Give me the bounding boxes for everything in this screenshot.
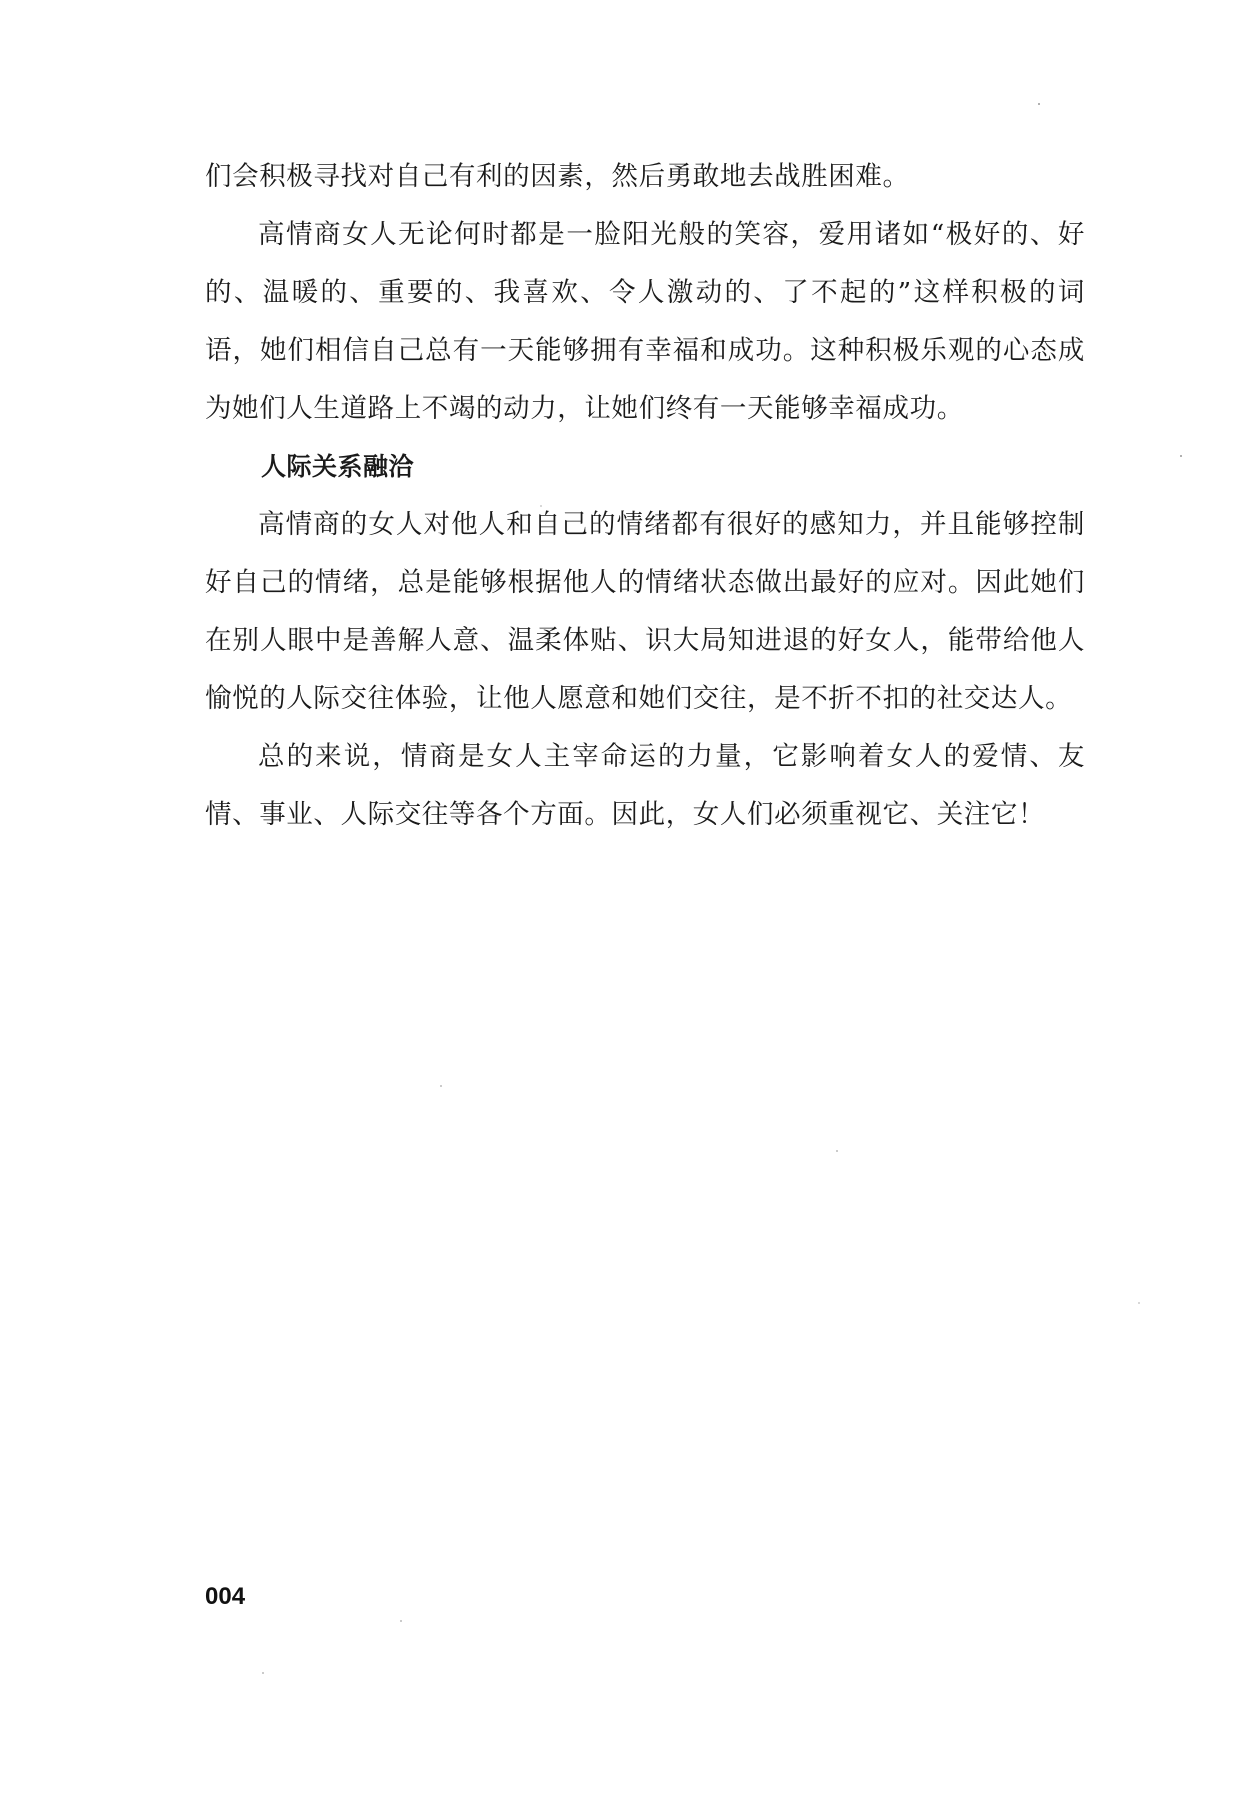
scan-speck <box>540 505 542 507</box>
paragraph-continuation: 们会积极寻找对自己有利的因素，然后勇敢地去战胜困难。 <box>205 161 910 192</box>
scan-speck <box>1180 455 1182 457</box>
scan-speck <box>1138 1302 1140 1304</box>
section-heading: 人际关系融洽 <box>261 452 415 481</box>
scan-speck <box>400 1620 402 1622</box>
body-text <box>205 148 1085 844</box>
scan-speck <box>1038 103 1040 105</box>
scan-speck <box>440 1085 442 1087</box>
page-number: 004 <box>205 1583 246 1610</box>
paragraph-relationships: 高情商的女人对他人和自己的情绪都有很好的感知力，并且能够控制好自己的情绪，总是能够根据他人的情绪状态做出最好的应对。因此她们在别人眼中是善解人意、温柔体贴、识大局知进退的好女人，能带给他人愉悦的人际交往体验，让他人愿意和她们交往，是不折不扣的社交达人。 <box>205 509 1085 714</box>
scan-speck <box>836 1150 838 1152</box>
paragraph-summary: 总的来说，情商是女人主宰命运的力量，它影响着女人的爱情、友情、事业、人际交往等各个方面。因此，女人们必须重视它、关注它！ <box>205 741 1085 830</box>
scan-speck <box>262 1672 264 1674</box>
paragraph-optimism: 高情商女人无论何时都是一脸阳光般的笑容，爱用诸如“极好的、好的、温暖的、重要的、我喜欢、令人激动的、了不起的”这样积极的词语，她们相信自己总有一天能够拥有幸福和成功。这种积极乐观的心态成为她们人生道路上不竭的动力，让她们终有一天能够幸福成功。 <box>205 219 1085 424</box>
